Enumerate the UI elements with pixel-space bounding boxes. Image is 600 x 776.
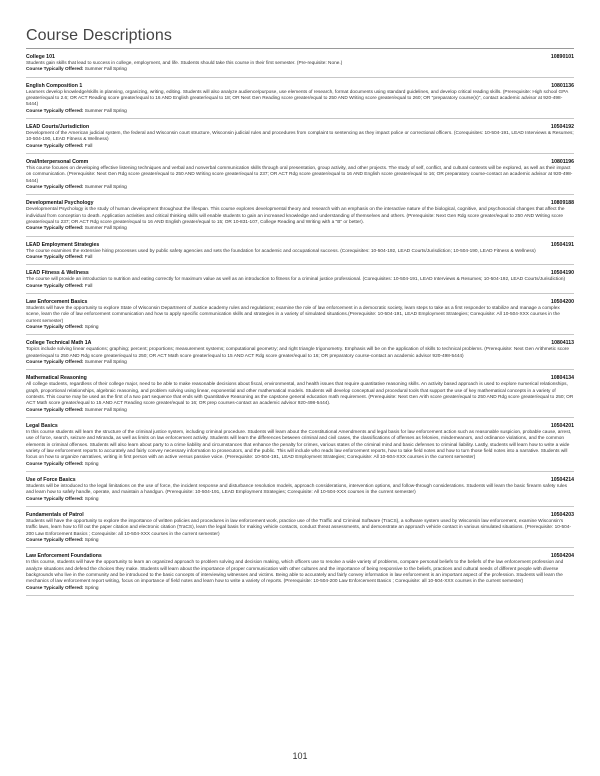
course-entry — [26, 422, 574, 472]
offered-label: Course Typically Offered: — [26, 254, 84, 260]
offered-value: Summer Fall Spring — [84, 67, 127, 73]
course-title: English Composition 1 — [26, 82, 83, 89]
course-number: 10504214 — [550, 476, 574, 483]
course-number: 10504201 — [550, 422, 574, 429]
offered-value: Spring — [84, 585, 99, 591]
offered-value: Fall — [84, 283, 93, 289]
course-number: 10804134 — [550, 375, 574, 382]
offered-value: Spring — [84, 461, 99, 467]
course-title: LEAD Courts/Jurisdiction — [26, 123, 90, 130]
course-title: Oral/Interpersonal Comm — [26, 158, 89, 165]
course-header — [26, 423, 574, 430]
course-title: Fundamentals of Patrol — [26, 511, 84, 518]
course-description: Students gain skills that lead to success in college, employment, and life. Students should take this course in their first semester. (Pre-requisite: None.) — [26, 61, 343, 66]
offered-value: Spring — [84, 496, 99, 502]
course-offered — [26, 538, 574, 544]
course-offered — [26, 586, 574, 592]
course-header — [26, 512, 574, 519]
offered-label: Course Typically Offered: — [26, 143, 84, 149]
offered-label: Course Typically Offered: — [26, 461, 84, 467]
course-entry — [26, 269, 574, 294]
course-description: In this course, students will have the opportunity to learn an organized approach to problem solving and decision making, which officers use to resolve a wide variety of problems, compare personal beliefs to the beliefs of the law enforcement profession and analyze situations and defend the choices they make. Students will learn about the importance of proper communication with other cultures and the importance of being responsive to the beliefs, practices and cultural needs of different people with diverse backgrounds who live in the community and be introduced to the basic concepts of interviewing witnesses and victims. Being able to accurately and fairly convey information in law enforcement is an important aspect of the profession. Students will learn the mechanics of law enforcement report writing, focus on importance of field notes and learn how to write a variety of reports. (Prerequisite: 10-504-200 Law Enforcement Basics ; Corequisite: all 10-504-XXX courses in the current semester) — [26, 560, 564, 585]
offered-label: Course Typically Offered: — [26, 407, 84, 413]
course-number: 10890101 — [550, 54, 574, 60]
course-title: Mathematical Reasoning — [26, 375, 87, 382]
course-offered — [26, 185, 574, 191]
course-entry — [26, 241, 574, 266]
title-divider — [26, 48, 574, 49]
course-entry — [26, 339, 574, 370]
course-entry — [26, 199, 574, 236]
course-offered — [26, 284, 574, 290]
course-title: LEAD Employment Strategies — [26, 241, 100, 248]
offered-value: Summer Fall Spring — [84, 226, 127, 232]
offered-value: Summer Fall Spring — [84, 359, 127, 365]
course-number: 10804113 — [551, 340, 574, 347]
course-entry — [26, 476, 574, 507]
course-number: 10504190 — [550, 270, 574, 277]
course-description: All college students, regardless of their college major, need to be able to make reasonable decisions about fiscal, environmental, and health issues that require quantitative reasoning skills. An activity based approach is used to explore numerical relationships, graph, proportional relationships, algebraic reasoning, and problem solving using linear, exponential and other mathematical models. Students will develop conceptual and procedural tools that support the use of key mathematical concepts in a variety of contexts. This course may be used as the first of a two part sequence that ends with Quantitative Reasoning as the capstone general education math requirement. (Prerequisite: Next Gen Arith score greater/equal to 250 AND Rdg score greater/equal to 250; OR ACT Math score greater/equal to 15 AND ACT Reading score greater/equal to 16; OR prep courses-contact an academic advisor 920-498-5444). — [26, 382, 574, 407]
offered-label: Course Typically Offered: — [26, 359, 84, 365]
course-description: Learners develop knowledge/skills in planning, organizing, writing, editing. Students will also analyze audience/purpose, use elements of research, format documents using standard guidelines, and develop critical reading skills. (Prerequisite: High school GPA greater/equal to 2.6; OR ACT Reading score greater/equal to 16 AND English greater/equal to 18; OR Next Gen Reading score greater/equal to 250 AND Writing score greater/equal to 260; OR "preparatory course(s)", contact academic advisor at 920-498-5444) — [26, 89, 568, 108]
offered-value: Fall — [84, 254, 93, 260]
course-title: Law Enforcement Basics — [26, 298, 88, 305]
course-entry — [26, 123, 574, 154]
course-entry — [26, 158, 574, 195]
course-description: The course examines the extensive hiring processes used by public safety agencies and sets the foundation for academic and occupational success. (Corequisites: 10-504-192, LEAD Courts/Jurisdiction; 10-504-190, LEAD Fitness & Wellness) — [26, 248, 536, 254]
page-number: 101 — [292, 751, 308, 761]
course-header — [26, 477, 574, 484]
course-header — [26, 54, 574, 61]
offered-label: Course Typically Offered: — [26, 585, 84, 591]
offered-label: Course Typically Offered: — [26, 537, 84, 543]
offered-label: Course Typically Offered: — [26, 226, 84, 232]
course-description: Students will have the opportunity to explore State of Wisconsin Department of Justice academy rules and regulations; examine the role of law enforcement in a democratic society, learn steps to take as a first responder to stabilize and manage a complex scene, learn the role of law enforcement communication and how to apply specific communication skills and strategies in a variety of simulated situations.(Prerequisite: 10-504-191, LEAD Employment Strategies; Corequisite: All 10-504-XXX courses in the current semester) — [26, 305, 560, 324]
course-description: In this course students will learn the structure of the criminal justice system, including criminal procedure. Students will learn about the Constitutional Amendments and legal basis for law enforcement action such as reasonable suspicion, probable cause, arrest, use of force, search, seizure and Miranda, as well as limits on law enforcement activity. Students will learn the differences between criminal and civil cases, the classifications of offenses as felonies, misdemeanors, and ordinance violations, and the common elements in criminal offenses. Students will also learn about party to a crime liability and circumstances that enhance the penalty for crimes, various states of the criminal mind and basic defenses to criminal liability. Lastly, students will learn how to write a wide variety of law enforcement reports to accurately and fairly convey necessary information to prosecutors, and the public. This will include who reads law enforcement reports, how to take field notes and how to turn those field notes into a narrative. Students will focus on how to organize narratives, writing in first person with an active versus passive voice. (Prerequisite: 10-504-191, LEAD Employment Strategies; Corequisite: All 10-504-XXX courses in the current semester) — [26, 429, 572, 461]
page-title: Course Descriptions — [26, 27, 172, 44]
offered-value: Summer Fall Spring — [84, 184, 127, 190]
offered-value: Fall — [84, 143, 93, 149]
offered-label: Course Typically Offered: — [26, 283, 84, 289]
offered-value: Spring — [84, 537, 99, 543]
course-description: Developmental Psychology is the study of human development throughout the lifespan. This course explores developmental theory and research with an emphasis on the interactive nature of the biological, cognitive, and psychosocial changes that affect the individual from conception to death. Application activities and critical thinking skills will enable students to gain an increased knowledge and understanding of themselves and others. (Prerequisite: Next Gen Rdg score greater/equal to 250 AND Writing score greater/equal to 237; OR ACT Rdg score greater/equal to 16 AND English greater/equal to 15; OR 10-831-107, College Reading and Writing with a "B" or better). — [26, 207, 565, 225]
page — [26, 26, 574, 600]
course-description: Students will have the opportunity to explore the importance of written policies and procedures in law enforcement work, practice use of the Traffic and Criminal Software (TraCS), a software system used by Wisconsin law enforcement, examine Wisconsin's traffic laws, learn how to fill out the paper citation and electronic citation (TraCS), learn the legal basis for making vehicle contacts, conduct threat assessments, and demonstrate an approach vehicle contact in various simulated situations. (Prerequisite: 10-504-200 Law Enforcement Basics ; Corequisite: all 10-504-XXX courses in the current semester) — [26, 518, 571, 537]
course-description: Topics include solving linear equations; graphing; percent; proportions; measurement systems; computational geometry; and right triangle trigonometry. Emphasis will be on the application of skills to technical problems. (Prerequisite: Next Gen Arithmetic score greater/equal to 250 AND Rdg score greater/equal to 250; OR ACT Math score greater/equal to 15 AND ACT Rdg score greater/equal to 16; OR preparatory course-contact an academic advisor 920-498-5444) — [26, 347, 569, 359]
offered-label: Course Typically Offered: — [26, 67, 84, 73]
course-title: Law Enforcement Foundations — [26, 553, 102, 560]
course-header — [26, 124, 574, 131]
course-header — [26, 299, 574, 306]
offered-value: Summer Fall Spring — [84, 108, 127, 114]
course-offered — [26, 109, 574, 115]
course-entry — [26, 82, 574, 119]
offered-label: Course Typically Offered: — [26, 496, 84, 502]
course-offered — [26, 497, 574, 503]
course-offered — [26, 144, 574, 150]
course-offered — [26, 325, 574, 331]
course-entry — [26, 53, 574, 78]
course-description: Development of the American judicial system, the federal and Wisconsin court structure, Wisconsin judicial rules and procedures from complaint to sentencing as they impact police or correctional officers. (Corequisites: 10-504-191, LEAD Interviews & Resumes; 10-504-190, LEAD Fitness & Wellness) — [26, 130, 574, 143]
course-offered — [26, 226, 574, 232]
course-title: College 101 — [26, 54, 55, 60]
course-number: 10809188 — [550, 200, 574, 207]
course-number: 10504191 — [550, 241, 574, 248]
course-offered — [26, 255, 574, 261]
offered-label: Course Typically Offered: — [26, 108, 84, 114]
course-number: 10504192 — [550, 123, 574, 130]
course-description: The course will provide an introduction to nutrition and eating correctly for maximum value as well as an introduction to fitness for a criminal justice professional. (Corequisites: 10-504-191, LEAD Interviews & Resumes; 10-504-192, LEAD Courts/Jurisdiction) — [26, 277, 566, 283]
course-offered — [26, 462, 574, 468]
course-offered — [26, 67, 574, 73]
course-entry — [26, 552, 574, 596]
course-entry — [26, 511, 574, 548]
course-number: 10504200 — [550, 298, 574, 305]
course-title: College Technical Math 1A — [26, 340, 92, 347]
course-number: 10801196 — [551, 158, 574, 165]
course-offered — [26, 408, 574, 414]
offered-label: Course Typically Offered: — [26, 324, 84, 330]
course-list — [26, 53, 574, 596]
course-entry — [26, 374, 574, 418]
course-header — [26, 159, 574, 166]
course-header — [26, 83, 574, 90]
course-number: 10801136 — [551, 82, 574, 89]
course-title: Developmental Psychology — [26, 200, 94, 207]
course-title: LEAD Fitness & Wellness — [26, 270, 89, 277]
course-description: This course focuses on developing effective listening techniques and verbal and nonverbal communication skills through oral presentation, group activity, and other projects. The study of self, conflict, and cultural contexts will be explored, as well as their impact on communication. (Prerequisite: Next Gen Rdg score greater/equal to 250 AND Writing score greater/equal to 237; OR ACT Rdg score greater/equal to 16 AND English score greater/equal to 16; OR preparatory course-contact an academic advisor at 920-498-5444) — [26, 165, 573, 184]
course-description: Students will be introduced to the legal limitations on the use of force, the incident response and disturbance resolution models, approach considerations, intervention options, and follow-through considerations. Students will learn the basic firearm safety rules and learn how to safely handle, operate, and maintain a handgun. (Prerequisite: 10-504-191, LEAD Employment Strategies; Corequisite: All 10-504-XXX courses in the current semester) — [26, 483, 568, 496]
course-number: 10504203 — [550, 511, 574, 518]
offered-value: Summer Fall Spring — [84, 407, 127, 413]
course-number: 10504204 — [550, 553, 574, 560]
course-entry — [26, 298, 574, 335]
offered-label: Course Typically Offered: — [26, 184, 84, 190]
course-header — [26, 242, 574, 249]
course-offered — [26, 360, 574, 366]
course-title: Legal Basics — [26, 422, 58, 429]
course-title: Use of Force Basics — [26, 476, 76, 483]
offered-value: Spring — [84, 324, 99, 330]
